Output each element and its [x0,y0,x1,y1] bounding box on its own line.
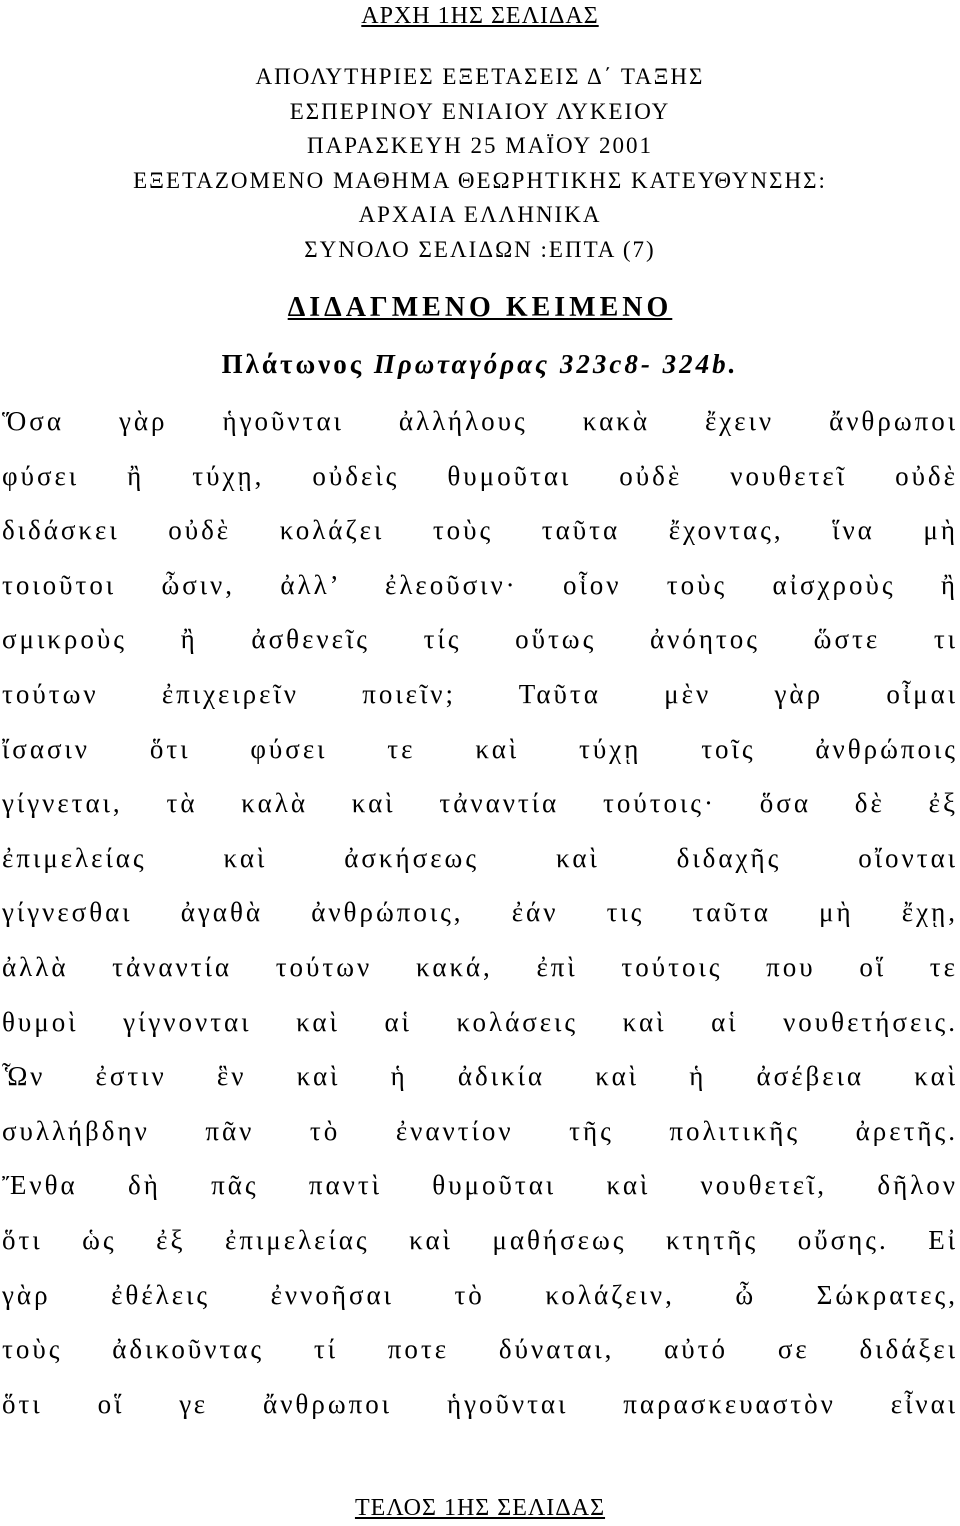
source-citation [0,342,960,386]
text-line: θυμοὶ γίγνονται καὶ αἱ κολάσεις καὶ αἱ νουθετήσεις. [2,1006,958,1037]
text-line: ἴσασιν ὅτι φύσει τε καὶ τύχῃ τοῖς ἀνθρώποις [2,733,958,764]
exam-header-line: ΑΡΧΑΙΑ ΕΛΛΗΝΙΚΑ [358,202,602,227]
text-line: σμικροὺς ἢ ἀσθενεῖς τίς οὕτως ἀνόητος ὥστε τι [2,624,958,655]
exam-header-line: ΑΠΟΛΥΤΗΡΙΕΣ ΕΞΕΤΑΣΕΙΣ Δ΄ ΤΑΞΗΣ [255,64,705,89]
text-line: Ἔνθα δὴ πᾶς παντὶ θυμοῦται καὶ νουθετεῖ, δῆλον [2,1170,958,1201]
text-line: Ὅσα γὰρ ἡγοῦνται ἀλλήλους κακὰ ἔχειν ἄνθρωποι [2,406,958,436]
page-start-label: ΑΡΧΗ 1ΗΣ ΣΕΛΙΔΑΣ [361,3,599,29]
text-line: τοιοῦτοι ὦσιν, ἀλλ’ ἐλεοῦσιν· οἷον τοὺς αἰσχροὺς ἢ [2,569,958,600]
source-author: Πλάτωνος [221,349,365,379]
text-line: ὅτι οἵ γε ἄνθρωποι ἡγοῦνται παρασκευαστὸν εἶναι [2,1388,958,1419]
section-title: ΔΙΔΑΓΜΕΝΟ ΚΕΙΜΕΝΟ [287,292,673,323]
exam-header-line: ΠΑΡΑΣΚΕΥΗ 25 ΜΑΪΟΥ 2001 [307,133,653,158]
text-line: γὰρ ἐθέλεις ἐννοῆσαι τὸ κολάζειν, ὦ Σώκρατες, [2,1279,958,1310]
text-line: φύσει ἢ τύχῃ, οὐδεὶς θυμοῦται οὐδὲ νουθετεῖ οὐδὲ [2,460,958,491]
text-line: γίγνεσθαι ἀγαθὰ ἀνθρώποις, ἐάν τις ταῦτα μὴ ἔχῃ, [2,897,958,928]
source-work: Πρωταγόρας 323c8- 324b. [373,349,739,379]
text-line: ἀλλὰ τἀναντία τούτων κακά, ἐπὶ τούτοις που οἵ τε [2,951,958,982]
exam-header [0,60,960,267]
exam-header-line: ΣΥΝΟΛΟ ΣΕΛΙΔΩΝ :ΕΠΤΑ (7) [304,236,656,262]
page-end-label: ΤΕΛΟΣ 1ΗΣ ΣΕΛΙΔΑΣ [354,1495,606,1521]
text-line: τοὺς ἀδικοῦντας τί ποτε δύναται, αὐτό σε διδάξει [2,1334,958,1365]
exam-header-line: ΕΞΕΤΑΖΟΜΕΝΟ ΜΑΘΗΜΑ ΘΕΩΡΗΤΙΚΗΣ ΚΑΤΕΥΘΥΝΣΗΣ: [133,167,827,193]
text-line: γίγνεται, τὰ καλὰ καὶ τἀναντία τούτοις· ὅσα δὲ ἐξ [2,788,958,819]
exam-header-line: ΕΣΠΕΡΙΝΟΥ ΕΝΙΑΙΟΥ ΛΥΚΕΙΟΥ [289,98,671,124]
text-line: τούτων ἐπιχειρεῖν ποιεῖν; Ταῦτα μὲν γὰρ οἶμαι [2,678,958,709]
text-line: ὅτι ὡς ἐξ ἐπιμελείας καὶ μαθήσεως κτητῆς οὔσης. Εἰ [2,1224,958,1255]
text-line: ἐπιμελείας καὶ ἀσκήσεως καὶ διδαχῆς οἴονται [2,842,958,873]
greek-text-passage [0,394,960,1431]
text-line: συλλήβδην πᾶν τὸ ἐναντίον τῆς πολιτικῆς ἀρετῆς. [2,1115,958,1146]
text-line: διδάσκει οὐδὲ κολάζει τοὺς ταῦτα ἔχοντας, ἵνα μὴ [2,515,958,546]
text-line: Ὧν ἐστιν ἓν καὶ ἡ ἀδικία καὶ ἡ ἀσέβεια καὶ [2,1061,958,1092]
